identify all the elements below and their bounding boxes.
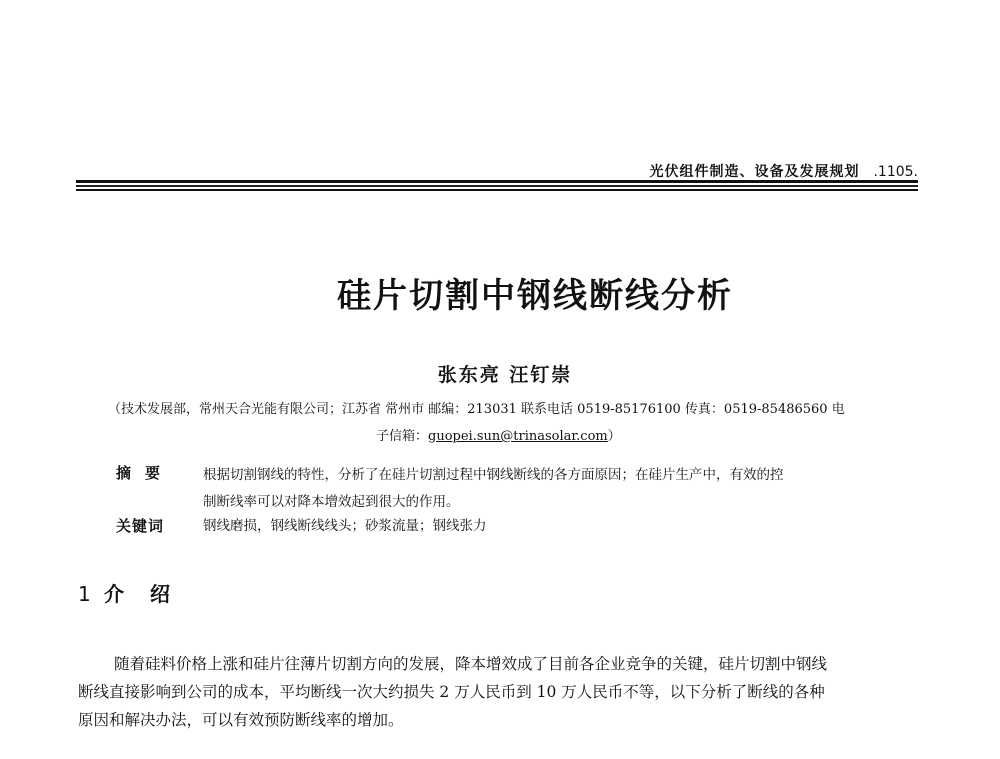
paragraph-line-3: 原因和解决办法，可以有效预防断线率的增加。 [78, 711, 404, 729]
abstract-label: 摘要 [116, 464, 175, 482]
email-prefix: 子信箱： [376, 429, 429, 444]
intro-paragraph [78, 650, 928, 734]
abstract-line-1: 根据切割钢线的特性，分析了在硅片切割过程中钢线断线的各方面原因；在硅片生产中，有效的控 [203, 467, 784, 483]
keywords-label: 关键词 [116, 517, 165, 535]
section-heading-introduction [78, 578, 196, 607]
authors: 张东亮 汪钉崇 [437, 364, 573, 386]
abstract-text [203, 462, 883, 516]
affiliation [108, 396, 920, 450]
abstract-line-2: 制断线率可以对降本增效起到很大的作用。 [203, 494, 460, 510]
paragraph-line-2: 断线直接影响到公司的成本，平均断线一次大约损失 2 万人民币到 10 万人民币不等，以下分析了断线的各种 [78, 683, 825, 701]
affiliation-close: ） [607, 429, 621, 444]
affiliation-line-2 [108, 423, 920, 450]
header-rule [76, 180, 918, 193]
page-number: .1105. [873, 164, 918, 180]
section-number: 1 [78, 582, 91, 606]
affiliation-line-1: （技术发展部，常州天合光能有限公司；江苏省 常州市 邮编：213031 联系电话 0519-85176100 传真：0519-85486560 电 [108, 402, 845, 417]
paragraph-line-1: 随着硅料价格上涨和硅片往薄片切割方向的发展，降本增效成了目前各企业竞争的关键，硅片切割中钢线 [114, 655, 828, 673]
email-link[interactable]: guopei.sun@trinasolar.com [428, 429, 608, 444]
keywords-text: 钢线磨损，钢线断线线头；砂浆流量；钢线张力 [203, 518, 487, 534]
running-head-title: 光伏组件制造、设备及发展规划 [649, 164, 860, 180]
section-title: 介绍 [104, 582, 196, 606]
paper-title: 硅片切割中钢线断线分析 [337, 276, 733, 316]
running-head [649, 161, 918, 181]
